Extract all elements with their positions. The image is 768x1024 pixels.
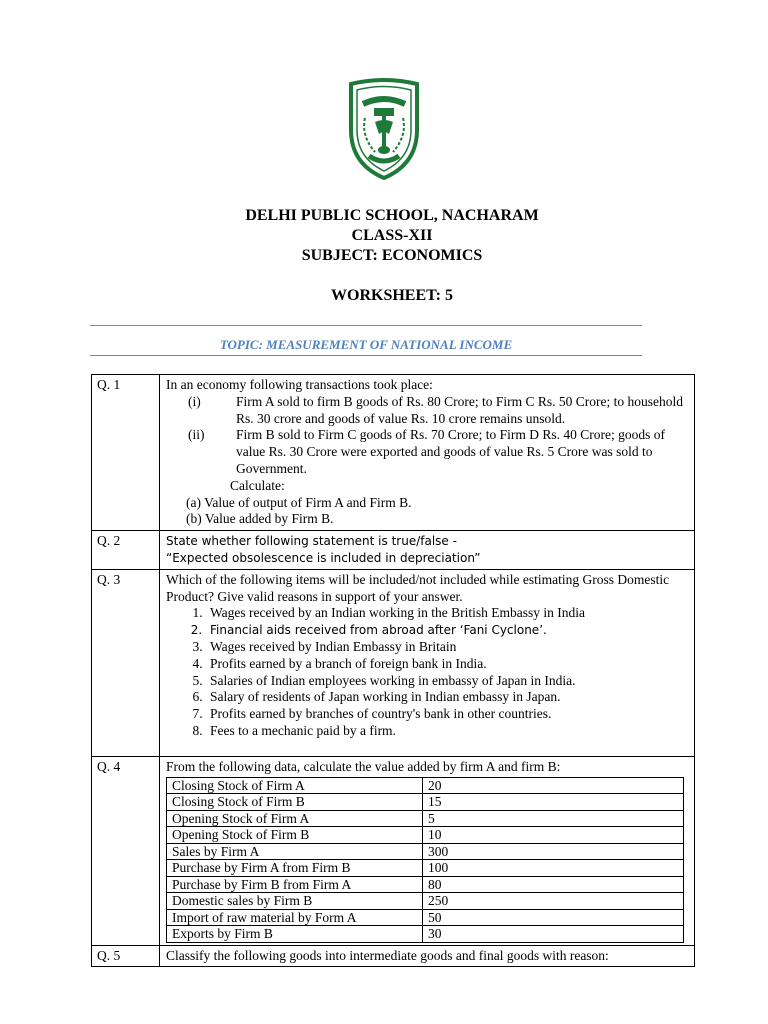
question-body xyxy=(160,756,695,945)
list-item: 2. Financial aids received from abroad after ‘Fani Cyclone’. xyxy=(206,622,688,639)
question-number: Q. 4 xyxy=(92,756,160,945)
row-label: Purchase by Firm B from Firm A xyxy=(167,876,423,893)
table-row xyxy=(167,860,684,877)
sub-item-text: Firm B sold to Firm C goods of Rs. 70 Crore; to Firm D Rs. 40 Crore; goods of value Rs. 30 Crore were exported and goods of value Rs. 5 Crore was sold to Government. xyxy=(236,427,666,476)
question-number: Q. 1 xyxy=(92,375,160,531)
table-row xyxy=(167,876,684,893)
row-label: Import of raw material by Form A xyxy=(167,909,423,926)
row-label: Closing Stock of Firm A xyxy=(167,777,423,794)
school-logo xyxy=(345,78,423,180)
question-intro: In an economy following transactions took place: xyxy=(166,377,433,392)
row-value: 250 xyxy=(423,893,684,910)
row-value: 15 xyxy=(423,794,684,811)
question-number: Q. 2 xyxy=(92,531,160,570)
table-row xyxy=(167,827,684,844)
part-b: (b) Value added by Firm B. xyxy=(186,511,334,527)
table-row xyxy=(167,926,684,943)
table-row xyxy=(167,843,684,860)
sub-item-number: (ii) xyxy=(188,427,205,443)
list-item: 7. Profits earned by branches of country's bank in other countries. xyxy=(206,706,688,723)
table-row xyxy=(167,909,684,926)
question-number: Q. 5 xyxy=(92,945,160,967)
question-intro: State whether following statement is true/false - xyxy=(166,534,457,549)
table-row xyxy=(167,794,684,811)
topic-title: TOPIC: MEASUREMENT OF NATIONAL INCOME xyxy=(219,337,513,352)
worksheet-title: WORKSHEET: 5 xyxy=(331,287,453,304)
row-label: Opening Stock of Firm A xyxy=(167,810,423,827)
list-item: 6. Salary of residents of Japan working in Indian embassy in Japan. xyxy=(206,689,688,706)
question-row-5 xyxy=(92,945,695,967)
school-name: DELHI PUBLIC SCHOOL, NACHARAM xyxy=(245,207,539,224)
question-intro: Classify the following goods into intermediate goods and final goods with reason: xyxy=(166,947,609,963)
sub-item-number: (i) xyxy=(188,393,201,409)
top-rule xyxy=(90,325,642,326)
list-item: 3. Wages received by Indian Embassy in Britain xyxy=(206,639,688,656)
row-label: Domestic sales by Firm B xyxy=(167,893,423,910)
list-item: 1. Wages received by an Indian working in the British Embassy in India xyxy=(206,605,688,622)
question-body xyxy=(160,569,695,756)
question-number: Q. 3 xyxy=(92,569,160,756)
item-list xyxy=(166,605,688,739)
part-a: (a) Value of output of Firm A and Firm B. xyxy=(186,494,412,510)
row-value: 300 xyxy=(423,843,684,860)
question-row-3 xyxy=(92,569,695,756)
question-intro: Which of the following items will be included/not included while estimating Gross Domestic Product? Give valid reasons in support of your answer. xyxy=(166,571,670,604)
data-table xyxy=(166,777,684,943)
row-value: 10 xyxy=(423,827,684,844)
row-value: 20 xyxy=(423,777,684,794)
row-label: Closing Stock of Firm B xyxy=(167,794,423,811)
question-body xyxy=(160,375,695,531)
question-row-4 xyxy=(92,756,695,945)
table-row xyxy=(167,893,684,910)
question-intro: From the following data, calculate the value added by firm A and firm B: xyxy=(166,758,561,774)
row-label: Opening Stock of Firm B xyxy=(167,827,423,844)
row-label: Exports by Firm B xyxy=(167,926,423,943)
list-item: 5. Salaries of Indian employees working in embassy of Japan in India. xyxy=(206,673,688,690)
list-item: 8. Fees to a mechanic paid by a firm. xyxy=(206,723,688,740)
questions-table xyxy=(91,374,695,967)
row-value: 50 xyxy=(423,909,684,926)
question-row-1 xyxy=(92,375,695,531)
bottom-rule xyxy=(90,355,642,356)
statement: “Expected obsolescence is included in depreciation” xyxy=(166,550,481,565)
row-value: 5 xyxy=(423,810,684,827)
sub-item xyxy=(166,394,688,428)
row-value: 80 xyxy=(423,876,684,893)
question-body xyxy=(160,531,695,570)
question-row-2 xyxy=(92,531,695,570)
row-label: Sales by Firm A xyxy=(167,843,423,860)
class-label: CLASS-XII xyxy=(351,227,433,244)
list-item: 4. Profits earned by a branch of foreign bank in India. xyxy=(206,656,688,673)
sub-item-text: Firm A sold to firm B goods of Rs. 80 Crore; to Firm C Rs. 50 Crore; to household Rs. 30 crore and goods of value Rs. 10 crore remains unsold. xyxy=(236,393,684,426)
calculate-label: Calculate: xyxy=(230,477,285,493)
table-row xyxy=(167,777,684,794)
row-value: 30 xyxy=(423,926,684,943)
subject-label: SUBJECT: ECONOMICS xyxy=(301,247,483,264)
row-label: Purchase by Firm A from Firm B xyxy=(167,860,423,877)
sub-item xyxy=(166,427,688,477)
question-body xyxy=(160,945,695,967)
row-value: 100 xyxy=(423,860,684,877)
table-row xyxy=(167,810,684,827)
